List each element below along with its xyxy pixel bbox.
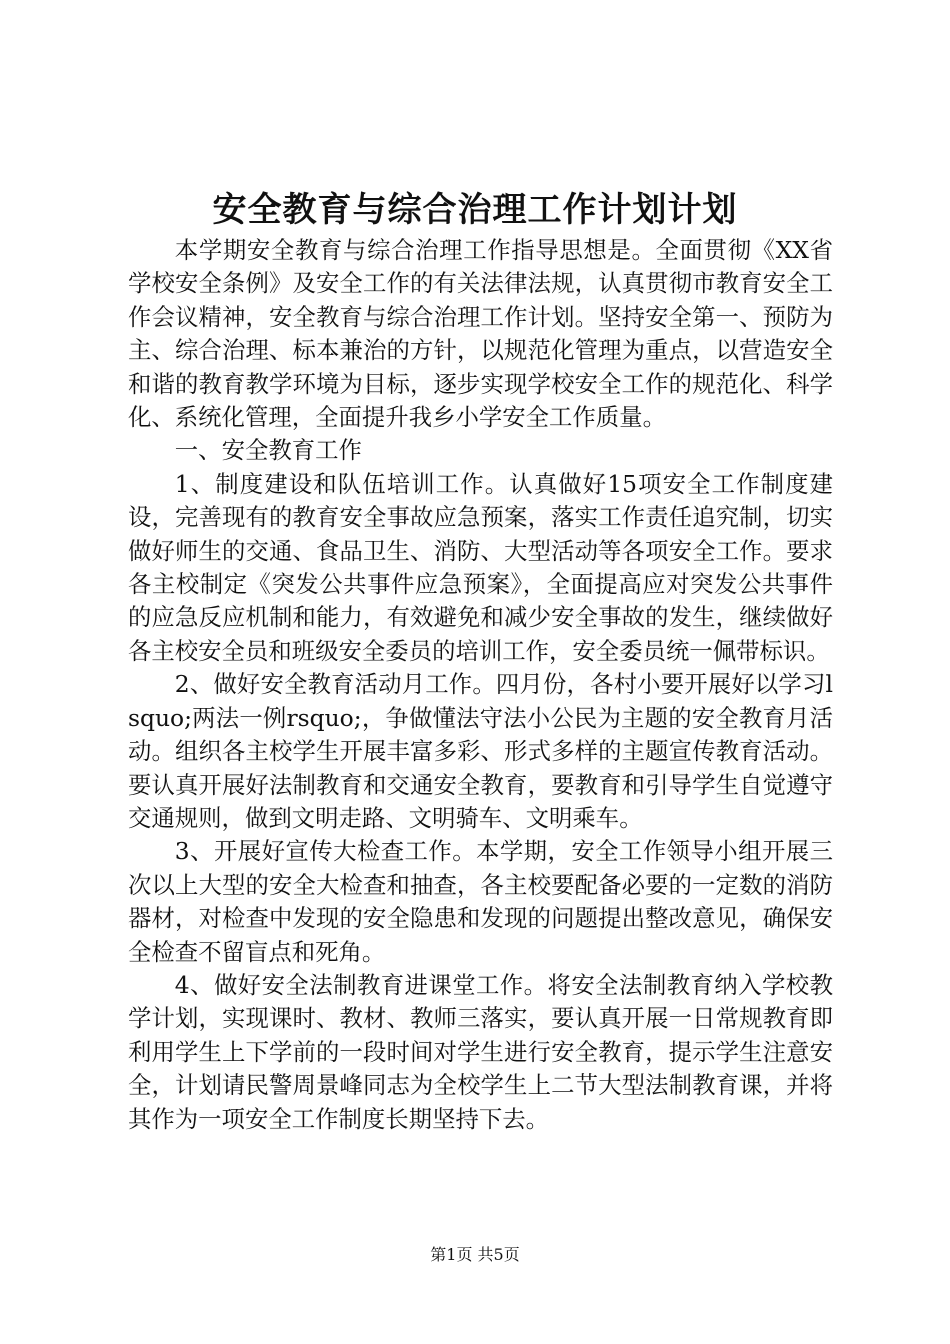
page-footer: 第1页 共5页 [430, 1245, 520, 1264]
item-paragraph-3: 3、开展好宣传大检查工作。本学期，安全工作领导小组开展三次以上大型的安全大检查和抽查，各主校要配备必要的一定数的消防器材，对检查中发现的安全隐患和发现的问题提出整改意见，确保安全检查不留盲点和死角。 [128, 837, 833, 966]
item-paragraph-2: 2、做好安全教育活动月工作。四月份，各村小要开展好以学习lsquo;两法一例rsquo;，争做懂法守法小公民为主题的安全教育月活动。组织各主校学生开展丰富多彩、形式多样的主题宣传教育活动。要认真开展好法制教育和交通安全教育，要教育和引导学生自觉遵守交通规则，做到文明走路、文明骑车、文明乘车。 [128, 670, 833, 832]
document-title: 安全教育与综合治理工作计划计划 [212, 190, 738, 230]
document-body [128, 234, 833, 1136]
intro-paragraph: 本学期安全教育与综合治理工作指导思想是。全面贯彻《XX省学校安全条例》及安全工作的有关法律法规，认真贯彻市教育安全工作会议精神，安全教育与综合治理工作计划。坚持安全第一、预防为主、综合治理、标本兼治的方针，以规范化管理为重点，以营造安全和谐的教育教学环境为目标，逐步实现学校安全工作的规范化、科学化、系统化管理，全面提升我乡小学安全工作质量。 [128, 236, 833, 432]
item-paragraph-4: 4、做好安全法制教育进课堂工作。将安全法制教育纳入学校教学计划，实现课时、教材、教师三落实，要认真开展一日常规教育即利用学生上下学前的一段时间对学生进行安全教育，提示学生注意安全，计划请民警周景峰同志为全校学生上二节大型法制教育课，并将其作为一项安全工作制度长期坚持下去。 [128, 970, 833, 1133]
item-paragraph-1: 1、制度建设和队伍培训工作。认真做好15项安全工作制度建设，完善现有的教育安全事故应急预案，落实工作责任追究制，切实做好师生的交通、食品卫生、消防、大型活动等各项安全工作。要求各主校制定《突发公共事件应急预案》，全面提高应对突发公共事件的应急反应机制和能力，有效避免和减少安全事故的发生，继续做好各主校安全员和班级安全委员的培训工作，安全委员统一佩带标识。 [128, 469, 833, 665]
section-heading: 一、安全教育工作 [174, 436, 362, 465]
